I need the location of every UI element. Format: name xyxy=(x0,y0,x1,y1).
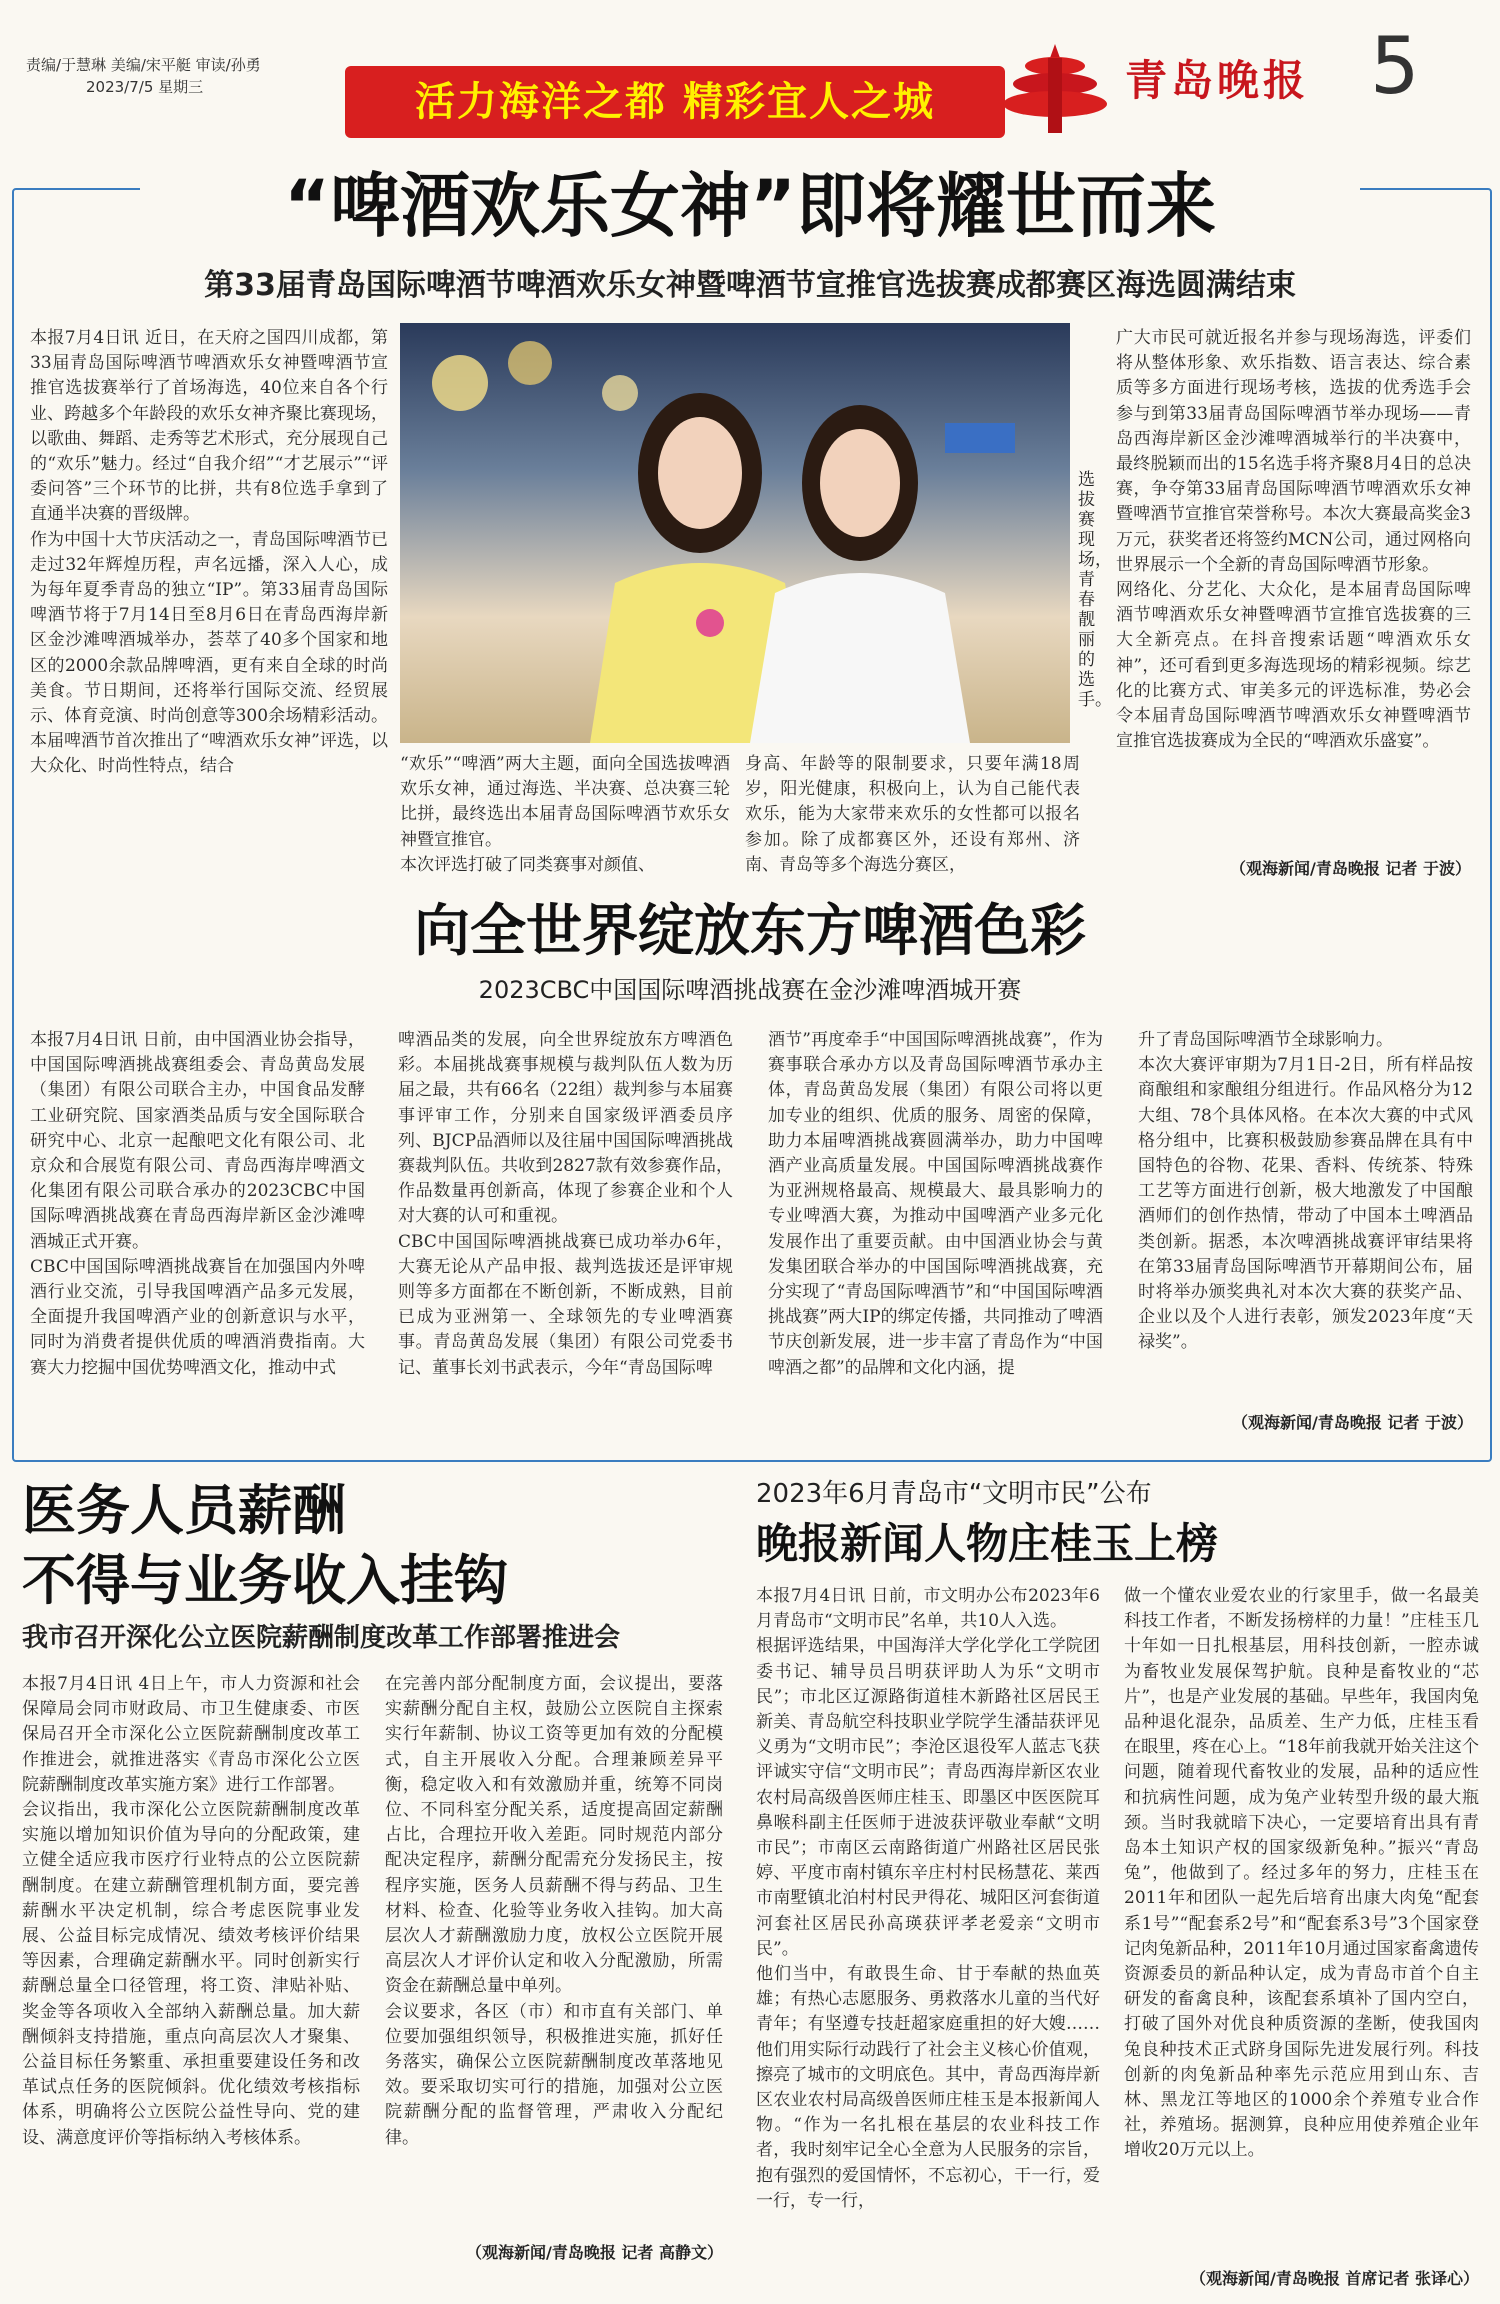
article4-kicker: 2023年6月青岛市“文明市民”公布 xyxy=(756,1479,1152,1509)
article1-column-2: “欢乐”“啤酒”两大主题，面向全国选拔啤酒欢乐女神，通过海选、半决赛、总决赛三轮比拼，最终选出本届青岛国际啤酒节欢乐女神暨宣推官。 本次评选打破了同类赛事对颜值、 xyxy=(400,754,730,875)
photo-caption: 选拔赛现场，青春靓丽的选手。 xyxy=(1078,470,1112,710)
date-line: 2023/7/5 星期三 xyxy=(86,78,204,96)
page-meta xyxy=(26,54,346,98)
page-number: 5 xyxy=(1370,22,1420,112)
tower-logo-icon xyxy=(1000,38,1110,138)
article1-subtitle: 第33届青岛国际啤酒节啤酒欢乐女神暨啤酒节宣推官选拔赛成都赛区海选圆满结束 xyxy=(204,268,1296,303)
article3-credit: （观海新闻/青岛晚报 记者 高静文） xyxy=(466,2243,723,2262)
article2-column-4: 升了青岛国际啤酒节全球影响力。 本次大赛评审期为7月1日-2日，所有样品按商酿组和家酿组分组进行。作品风格分为12大组、78个具体风格。在本次大赛的中式风格分组中，比赛积极鼓励参赛品牌在具有中国特色的谷物、花果、香料、传统茶、特殊工艺等方面进行创新，极大地激发了中国酿酒师们的创作热情，带动了中国本土啤酒品类创新。据悉，本次啤酒挑战赛评审结果将在第33届青岛国际啤酒节开幕期间公布，届时将举办颁奖典礼对本次大赛的获奖产品、企业以及个人进行表彰，颁发2023年度“天禄奖”。 xyxy=(1138,1030,1473,1353)
article3-column-1: 本报7月4日讯 4日上午，市人力资源和社会保障局会同市财政局、市卫生健康委、市医保局召开全市深化公立医院薪酬制度改革工作推进会，就推进落实《青岛市深化公立医院薪酬制度改革实施方案》进行工作部署。 会议指出，我市深化公立医院薪酬制度改革实施以增加知识价值为导向的分配政策，建立健全适应我市医疗行业特点的公立医院薪酬制度。在建立薪酬管理机制方面，要完善薪酬水平决定机制，综合考虑医院事业发展、公益目标完成情况、绩效考核评价结果等因素，合理确定薪酬水平。同时创新实行薪酬总量全口径管理，将工资、津贴补贴、奖金等各项收入全部纳入薪酬总量。加大薪酬倾斜支持措施，重点向高层次人才聚集、公益目标任务繁重、承担重要建设任务和改革试点任务的医院倾斜。优化绩效考核指标体系，明确将公立医院公益性导向、党的建设、满意度评价等指标纳入考核体系。 xyxy=(22,1674,360,2148)
article2-subtitle: 2023CBC中国国际啤酒挑战赛在金沙滩啤酒城开赛 xyxy=(478,976,1022,1004)
article1-column-3: 身高、年龄等的限制要求，只要年满18周岁，阳光健康，积极向上，认为自己能代表欢乐，能为大家带来欢乐的女性都可以报名参加。除了成都赛区外，还设有郑州、济南、青岛等多个海选分赛区， xyxy=(745,754,1080,875)
article2-title: 向全世界绽放东方啤酒色彩 xyxy=(414,899,1086,964)
article2-credit: （观海新闻/青岛晚报 记者 于波） xyxy=(1232,1413,1473,1432)
article2-column-1: 本报7月4日讯 日前，由中国酒业协会指导，中国国际啤酒挑战赛组委会、青岛黄岛发展（集团）有限公司联合主办，中国食品发酵工业研究院、国家酒类品质与安全国际联合研究中心、北京一起酿吧文化有限公司、北京众和合展览有限公司、青岛西海岸啤酒文化集团有限公司联合承办的2023CBC中国国际啤酒挑战赛在青岛西海岸新区金沙滩啤酒城正式开赛。 CBC中国国际啤酒挑战赛旨在加强国内外啤酒行业交流，引导我国啤酒产品多元发展，全面提升我国啤酒产业的创新意识与水平，同时为消费者提供优质的啤酒消费指南。大赛大力挖掘中国优势啤酒文化，推动中式 xyxy=(30,1030,365,1378)
article4-title: 晚报新闻人物庄桂玉上榜 xyxy=(756,1519,1219,1568)
article3-subtitle: 我市召开深化公立医院薪酬制度改革工作部署推进会 xyxy=(22,1623,621,1653)
article3-title-line1: 医务人员薪酬 xyxy=(22,1479,346,1542)
article1-column-1: 本报7月4日讯 近日，在天府之国四川成都，第33届青岛国际啤酒节啤酒欢乐女神暨啤酒节宣推官选拔赛举行了首场海选，40位来自各个行业、跨越多个年龄段的欢乐女神齐聚比赛现场，以歌曲、舞蹈、走秀等艺术形式，充分展现自己的“欢乐”魅力。经过“自我介绍”“才艺展示”“评委问答”三个环节的比拼，共有8位选手拿到了直通半决赛的晋级牌。 作为中国十大节庆活动之一，青岛国际啤酒节已走过32年辉煌历程，声名远播，深入人心，成为每年夏季青岛的独立“IP”。第33届青岛国际啤酒节将于7月14日至8月6日在青岛西海岸新区金沙滩啤酒城举办，荟萃了40多个国家和地区的2000余款品牌啤酒，更有来自全球的时尚美食。节日期间，还将举行国际交流、经贸展示、体育竞演、时尚创意等300余场精彩活动。本届啤酒节首次推出了“啤酒欢乐女神”评选，以大众化、时尚性特点，结合 xyxy=(30,328,388,777)
article3-title-line2: 不得与业务收入挂钩 xyxy=(22,1549,508,1612)
slogan-text: 活力海洋之都 精彩宜人之城 xyxy=(415,79,935,125)
newspaper-brand: 青岛晚报 xyxy=(1125,56,1310,105)
editor-line: 责编/于慧琳 美编/宋平艇 审读/孙勇 xyxy=(26,56,261,74)
article4-column-2: 做一个懂农业爱农业的行家里手，做一名最美科技工作者，不断发扬榜样的力量！”庄桂玉几十年如一日扎根基层，用科技创新，一腔赤诚为畜牧业发展保驾护航。良种是畜牧业的“芯片”，也是产业发展的基础。早些年，我国肉兔品种退化混杂，品质差、生产力低，庄桂玉看在眼里，疼在心上。“18年前我就开始关注这个问题，随着现代畜牧业的发展，品种的适应性和抗病性问题，成为兔产业转型升级的最大瓶颈。当时我就暗下决心，一定要培育出具有青岛本土知识产权的国家级新兔种。”振兴“青岛兔”，他做到了。经过多年的努力，庄桂玉在2011年和团队一起先后培育出康大肉兔“配套系1号”“配套系2号”和“配套系3号”3个国家登记肉兔新品种，2011年10月通过国家畜禽遗传资源委员的新品种认定，成为青岛市首个自主研发的畜禽良种，该配套系填补了国内空白，打破了国外对优良种质资源的垄断，使我国肉兔良种技术正式跻身国际先进发展行列。科技创新的肉兔新品种率先示范应用到山东、吉林、黑龙江等地区的1000余个养殖专业合作社，养殖场。据测算，良种应用使养殖企业年增收20万元以上。 xyxy=(1124,1586,1479,2161)
article4-column-1: 本报7月4日讯 日前，市文明办公布2023年6月青岛市“文明市民”名单，共10人入选。 根据评选结果，中国海洋大学化学化工学院团委书记、辅导员吕明获评助人为乐“文明市民”；市北区辽源路街道桂木新路社区居民王新美、青岛航空科技职业学院学生潘喆获评见义勇为“文明市民”；李沧区退役军人蓝志飞获评诚实守信“文明市民”；青岛西海岸新区农业农村局高级兽医师庄桂玉、即墨区中医医院耳鼻喉科副主任医师于进波获评敬业奉献“文明市民”；市南区云南路街道广州路社区居民张婷、平度市南村镇东辛庄村村民杨慧花、莱西市南墅镇北泊村村民尹得花、城阳区河套街道河套社区居民孙高瑛获评孝老爱亲“文明市民”。 他们当中，有敢畏生命、甘于奉献的热血英雄；有热心志愿服务、勇救落水儿童的当代好青年；有坚遵专技赶超家庭重担的好大嫂……他们用实际行动践行了社会主义核心价值观，擦亮了城市的文明底色。其中，青岛西海岸新区农业农村局高级兽医师庄桂玉是本报新闻人物。“作为一名扎根在基层的农业科技工作者，我时刻牢记全心全意为人民服务的宗旨，抱有强烈的爱国情怀，不忘初心，干一行，爱一行，专一行， xyxy=(756,1586,1100,2211)
article4-credit: （观海新闻/青岛晚报 首席记者 张译心） xyxy=(1190,2269,1479,2288)
article1-column-4: 广大市民可就近报名并参与现场海选，评委们将从整体形象、欢乐指数、语言表达、综合素质等多方面进行现场考核，选拔的优秀选手会参与到第33届青岛国际啤酒节举办现场——青岛西海岸新区金沙滩啤酒城举行的半决赛中，最终脱颖而出的15名选手将齐聚8月4日的总决赛，争夺第33届青岛国际啤酒节啤酒欢乐女神暨啤酒节宣推官荣誉称号。本次大赛最高奖金3万元，获奖者还将签约MCN公司，通过网格向世界展示一个全新的青岛国际啤酒节形象。 网络化、分艺化、大众化，是本届青岛国际啤酒节啤酒欢乐女神暨啤酒节宣推官选拔赛的三大全新亮点。在抖音搜索话题“啤酒欢乐女神”，还可看到更多海选现场的精彩视频。综艺化的比赛方式、审美多元的评选标准，势必会令本届青岛国际啤酒节啤酒欢乐女神暨啤酒节宣推官选拔赛成为全民的“啤酒欢乐盛宴”。 xyxy=(1116,328,1471,752)
article2-column-2: 啤酒品类的发展，向全世界绽放东方啤酒色彩。本届挑战赛事规模与裁判队伍人数为历届之最，共有66名（22组）裁判参与本届赛事评审工作，分别来自国家级评酒委员序列、BJCP品酒师以及往届中国国际啤酒挑战赛裁判队伍。共收到2827款有效参赛作品，作品数量再创新高，体现了参赛企业和个人对大赛的认可和重视。 CBC中国国际啤酒挑战赛已成功举办6年，大赛无论从产品申报、裁判选拔还是评审规则等多方面都在不断创新，不断成熟，目前已成为亚洲第一、全球领先的专业啤酒赛事。青岛黄岛发展（集团）有限公司党委书记、董事长刘书武表示，今年“青岛国际啤 xyxy=(398,1030,733,1378)
article2-column-3: 酒节”再度牵手“中国国际啤酒挑战赛”，作为赛事联合承办方以及青岛国际啤酒节承办主体，青岛黄岛发展（集团）有限公司将以更加专业的组织、优质的服务、周密的保障，助力本届啤酒挑战赛圆满举办，助力中国啤酒产业高质量发展。中国国际啤酒挑战赛作为亚洲规格最高、规模最大、最具影响力的专业啤酒大赛，为推动中国啤酒产业多元化发展作出了重要贡献。由中国酒业协会与黄发集团联合举办的中国国际啤酒挑战赛，充分实现了“青岛国际啤酒节”和“中国国际啤酒挑战赛”两大IP的绑定传播，共同推动了啤酒节庆创新发展，进一步丰富了青岛作为“中国啤酒之都”的品牌和文化内涵，提 xyxy=(768,1030,1103,1378)
contestants-photo xyxy=(400,323,1070,743)
article1-credit: （观海新闻/青岛晚报 记者 于波） xyxy=(1230,859,1471,878)
article3-column-2: 在完善内部分配制度方面，会议提出，要落实薪酬分配自主权，鼓励公立医院自主探索实行年薪制、协议工资等更加有效的分配模式，自主开展收入分配。合理兼顾差异平衡，稳定收入和有效激励并重，统筹不同岗位、不同科室分配关系，适度提高固定薪酬占比，合理拉开收入差距。同时规范内部分配决定程序，薪酬分配需充分发扬民主，按程序实施，医务人员薪酬不得与药品、卫生材料、检查、化验等业务收入挂钩。加大高层次人才薪酬激励力度，放权公立医院开展高层次人才评价认定和收入分配激励，所需资金在薪酬总量中单列。 会议要求，各区（市）和市直有关部门、单位要加强组织领导，积极推进实施，抓好任务落实，确保公立医院薪酬制度改革落地见效。要采取切实可行的措施，加强对公立医院薪酬分配的监督管理，严肃收入分配纪律。 xyxy=(385,1674,723,2148)
article1-title: “啤酒欢乐女神”即将耀世而来 xyxy=(140,158,1360,254)
slogan-banner xyxy=(345,66,1005,138)
